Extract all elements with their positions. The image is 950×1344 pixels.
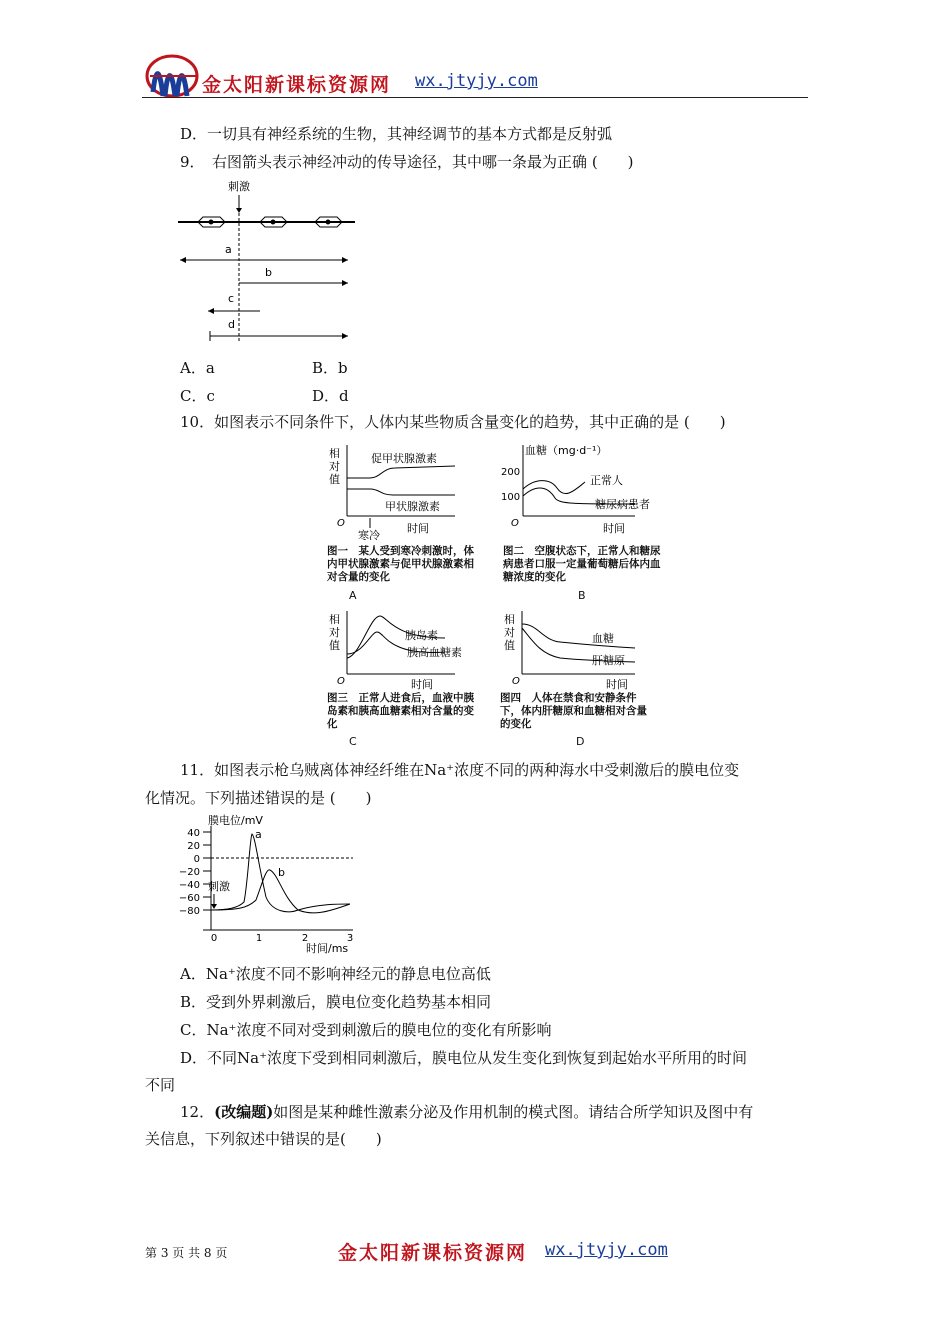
svg-text:−60: −60 [178,893,200,904]
path-b-label: b [265,266,272,279]
q10-stem: 10．如图表示不同条件下，人体内某些物质含量变化的趋势，其中正确的是 ( ) [180,413,726,431]
path-c-label: c [228,292,235,305]
svg-text:时间: 时间 [606,678,628,691]
header-brand: 金太阳新课标资源网 [202,74,392,96]
svg-text:对: 对 [329,626,340,639]
q10-option-a[interactable]: A [349,589,357,602]
svg-text:正常人: 正常人 [590,474,623,487]
svg-text:−20: −20 [178,867,200,878]
svg-text:2: 2 [301,933,309,944]
svg-text:值: 值 [329,639,340,652]
q10-option-c[interactable]: C [349,735,357,748]
svg-text:40: 40 [187,828,200,839]
svg-text:血糖（mg·d⁻¹）: 血糖（mg·d⁻¹） [525,444,608,457]
q10-figure-b-caption: 图二 空腹状态下，正常人和糖尿病患者口服一定量葡萄糖后体内血糖浓度的变化 [503,545,661,583]
q10-figure-d [500,606,660,691]
q11-stem-line2: 化情况。下列描述错误的是 ( ) [145,789,372,807]
svg-text:相: 相 [329,447,340,460]
svg-text:20: 20 [187,841,200,852]
svg-text:时间: 时间 [407,522,429,535]
q9-option-b[interactable]: B．b [312,359,348,377]
q10-figure-c-caption: 图三 正常人进食后，血液中胰岛素和胰高血糖素相对含量的变化 [327,692,474,730]
q11-option-b[interactable]: B．受到外界刺激后，膜电位变化趋势基本相同 [180,993,492,1011]
svg-text:促甲状腺激素: 促甲状腺激素 [371,452,437,465]
q10-figure-a [325,440,485,540]
svg-text:O: O [511,518,519,529]
svg-text:3: 3 [346,933,354,944]
svg-text:值: 值 [504,639,515,652]
svg-text:糖尿病患者: 糖尿病患者 [595,498,650,511]
q10-option-d[interactable]: D [576,735,585,748]
svg-text:时间: 时间 [411,678,433,691]
q9-option-c[interactable]: C．c [180,387,215,405]
path-a-label: a [225,243,232,256]
svg-text:胰岛素: 胰岛素 [405,629,438,642]
q12-stem-line1 [180,1102,753,1122]
svg-text:1: 1 [255,933,263,944]
q12-stem-text: 如图是某种雌性激素分泌及作用机制的模式图。请结合所学知识及图中有 [273,1103,754,1121]
svg-text:O: O [337,518,345,529]
q12-tag: (改编题) [214,1103,274,1121]
q10-option-b[interactable]: B [578,589,586,602]
q9-stimulus-label: 刺激 [228,180,250,193]
header-rule [142,97,808,98]
header [140,52,810,100]
svg-text:O: O [512,676,520,687]
q8-option-d: D．一切具有神经系统的生物，其神经调节的基本方式都是反射弧 [180,125,613,143]
svg-text:对: 对 [329,460,340,473]
svg-text:O: O [337,676,345,687]
footer-page-number: 第 3 页 共 8 页 [145,1246,228,1260]
q11-option-d-line1[interactable]: D．不同Na⁺浓度下受到相同刺激后，膜电位从发生变化到恢复到起始水平所用的时间 [180,1049,748,1067]
path-d-label: d [228,318,235,331]
q10-figure-a-caption: 图一 某人受到寒冷刺激时，体内甲状腺激素与促甲状腺激素相对含量的变化 [327,545,474,583]
q9-figure [170,178,370,353]
footer-url[interactable]: wx.jtyjy.com [545,1240,668,1260]
logo-icon [145,52,200,102]
header-url[interactable]: wx.jtyjy.com [415,71,538,91]
svg-text:甲状腺激素: 甲状腺激素 [385,500,440,513]
q12-number: 12． [180,1103,215,1121]
svg-text:时间: 时间 [603,522,625,535]
svg-text:时间/ms: 时间/ms [306,942,349,954]
svg-text:−80: −80 [178,906,200,917]
svg-text:寒冷: 寒冷 [358,529,380,540]
q10-figure-b [495,440,670,540]
svg-text:相: 相 [329,613,340,626]
q12-stem-line2: 关信息，下列叙述中错误的是( ) [145,1130,382,1148]
svg-text:肝糖原: 肝糖原 [592,654,625,667]
svg-text:0: 0 [210,933,218,944]
q11-figure [178,812,368,954]
svg-text:血糖: 血糖 [592,632,614,645]
q10-figure-d-caption: 图四 人体在禁食和安静条件下，体内肝糖原和血糖相对含量的变化 [500,692,647,730]
svg-text:b: b [278,866,285,879]
svg-text:a: a [255,828,262,841]
svg-text:0: 0 [193,854,200,865]
q11-option-d-line2: 不同 [145,1076,176,1094]
q9-option-d[interactable]: D．d [312,387,349,405]
svg-text:膜电位/mV: 膜电位/mV [208,814,263,827]
footer-brand: 金太阳新课标资源网 [338,1242,528,1264]
svg-text:相: 相 [504,613,515,626]
svg-text:对: 对 [504,626,515,639]
svg-text:胰高血糖素: 胰高血糖素 [407,646,462,659]
q11-option-a[interactable]: A．Na⁺浓度不同不影响神经元的静息电位高低 [180,965,491,983]
svg-text:200: 200 [501,467,521,478]
q9-option-a[interactable]: A．a [180,359,215,377]
q11-stem-line1: 11．如图表示枪乌贼离体神经纤维在Na⁺浓度不同的两种海水中受刺激后的膜电位变 [180,761,740,779]
q9-stem: 9． 右图箭头表示神经冲动的传导途径，其中哪一条最为正确 ( ) [180,153,634,171]
svg-text:刺激: 刺激 [208,880,230,893]
svg-text:−40: −40 [178,880,200,891]
svg-text:值: 值 [329,473,340,486]
q10-figure-c [325,606,485,691]
svg-text:100: 100 [501,492,521,503]
q11-option-c[interactable]: C．Na⁺浓度不同对受到刺激后的膜电位的变化有所影响 [180,1021,552,1039]
